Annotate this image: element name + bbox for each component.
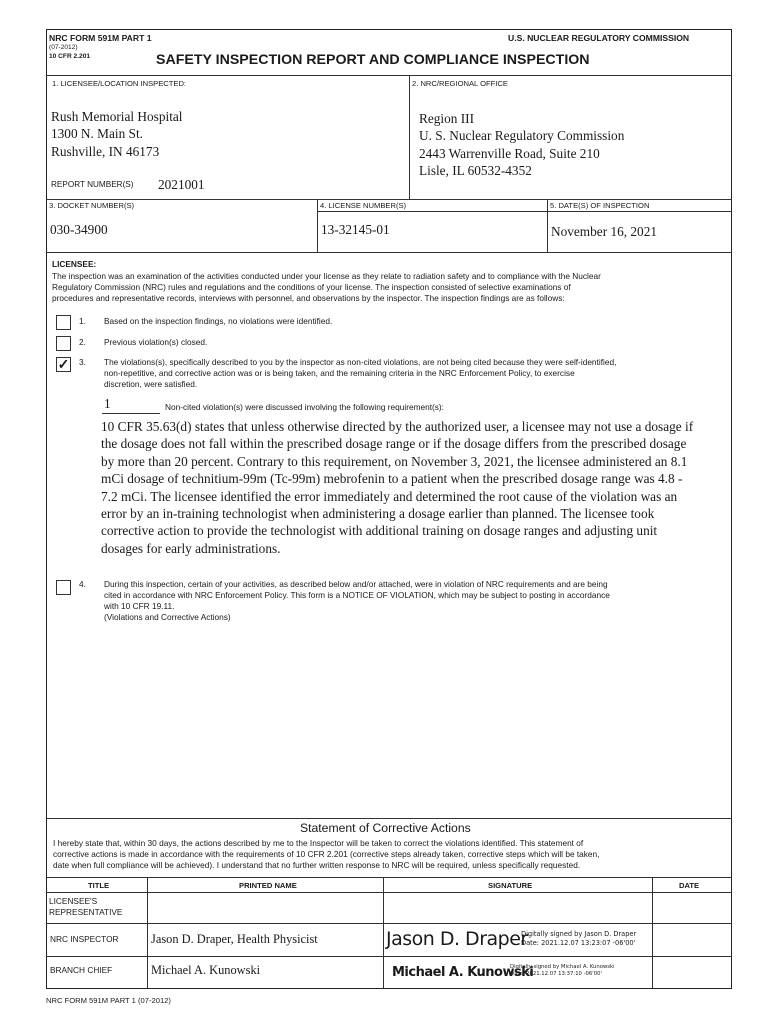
commission-name: U. S. Nuclear Regulatory Commission (419, 128, 625, 144)
license-number-value: 13-32145-01 (321, 222, 390, 237)
office-city: Lisle, IL 60532-4352 (419, 163, 532, 179)
agency-name: U.S. NUCLEAR REGULATORY COMMISSION (508, 33, 690, 43)
finding-1-text: Based on the inspection findings, no violations were identified. (104, 316, 333, 326)
office-street: 2443 Warrenville Road, Suite 210 (419, 145, 600, 161)
finding-1-number: 1. (79, 316, 86, 326)
region-name: Region III (419, 111, 475, 126)
finding-4-line: cited in accordance with NRC Enforcement Policy. This form is a NOTICE OF VIOLATION, which may be subject to posting in accordance (104, 590, 610, 600)
regional-office-address (419, 110, 624, 180)
inspection-date-label: 5. DATE(S) OF INSPECTION (550, 201, 650, 210)
licensee-name: Rush Memorial Hospital (51, 109, 183, 124)
corrective-line: corrective actions is made in accordance with the requirements of 10 CFR 2.201 (corrective steps already taken, corrective steps which will be taken, (53, 849, 600, 859)
finding-3-line: non-repetitive, and corrective action was or is being taken, and the remaining criteria in the NRC Enforcement Policy, to exercise (104, 368, 575, 378)
report-number-value: 2021001 (158, 177, 205, 192)
col-signature-header: SIGNATURE (488, 881, 533, 890)
finding-4-number: 4. (79, 579, 86, 589)
form-title: NRC FORM 591M PART 1 (49, 33, 152, 43)
row-licensee-title (49, 896, 122, 918)
intro-line: procedures and representative records, interviews with personnel, and observations by the inspector. The inspection findings are as follows: (52, 293, 565, 303)
licensee-street: 1300 N. Main St. (51, 126, 143, 142)
violation-line: by more than 20 percent. Contrary to this requirement, on November 3, 2021, the licensee administered an 8.1 (101, 453, 688, 469)
docket-label: 3. DOCKET NUMBER(S) (49, 201, 135, 210)
intro-line: Regulatory Commission (NRC) rules and regulations and the conditions of your license. The inspection consisted of selective examinations of (52, 282, 571, 292)
licensee-location-label: 1. LICENSEE/LOCATION INSPECTED: (52, 79, 187, 88)
violation-line: the dosage does not fall within the prescribed dosage range or if the dosage differs from the prescribed dosage (101, 436, 687, 452)
finding-3-number: 3. (79, 357, 86, 367)
corrective-statement (53, 838, 599, 871)
title-line: LICENSEE'S (49, 896, 98, 906)
form-date: (07-2012) (49, 44, 78, 51)
finding-4-checkbox[interactable] (56, 580, 71, 595)
title-line: REPRESENTATIVE (49, 907, 123, 917)
corrective-line: I hereby state that, within 30 days, the actions described by me to the Inspector will be taken to correct the violations identified. This statement of (53, 838, 584, 848)
form-footer: NRC FORM 591M PART 1 (07-2012) (46, 996, 171, 1005)
report-title: SAFETY INSPECTION REPORT AND COMPLIANCE INSPECTION (156, 52, 590, 68)
finding-4-line: with 10 CFR 19.11. (104, 601, 175, 611)
inspection-date-value: November 16, 2021 (551, 224, 657, 239)
inspector-signature: Jason D. Draper (386, 928, 528, 950)
chief-signature: Michael A. Kunowski (392, 965, 534, 980)
license-number-label: 4. LICENSE NUMBER(S) (320, 201, 407, 210)
signature-note-line: Digitally signed by Jason D. Draper (521, 930, 637, 938)
col-title-header: TITLE (88, 881, 110, 890)
finding-4-line: (Violations and Corrective Actions) (104, 612, 231, 622)
finding-4-text (104, 579, 610, 623)
finding-2-checkbox[interactable] (56, 336, 71, 351)
licensee-intro (52, 271, 601, 304)
violation-line: corrective action to provide the technologist with additional training on dosage ranges and adjusting unit (101, 523, 658, 539)
chief-signature-note (510, 964, 615, 978)
finding-3-checkbox[interactable]: ✓ (57, 356, 70, 372)
noncited-count: 1 (104, 396, 111, 411)
docket-value: 030-34900 (50, 222, 108, 237)
violation-line: 7.2 mCi. The licensee identified the error immediately and determined the root cause of the violation was an (101, 488, 678, 504)
finding-1-checkbox[interactable] (56, 315, 71, 330)
row-inspector-title: NRC INSPECTOR (50, 934, 119, 944)
violation-line: mCi dosage of technitium-99m (Tc-99m) mebrofenin to a patient when the prescribed dosage range was 4.8 - (101, 471, 683, 487)
corrective-title: Statement of Corrective Actions (300, 821, 471, 835)
noncited-label: Non-cited violation(s) were discussed involving the following requirement(s): (165, 402, 444, 412)
cfr-reference: 10 CFR 2.201 (49, 53, 91, 60)
corrective-line: date when full compliance will be achieved). I understand that no further written response to NRC will be required, unless specifically requested. (53, 860, 581, 870)
finding-3-line: discretion, were satisfied. (104, 379, 198, 389)
regional-office-label: 2. NRC/REGIONAL OFFICE (412, 79, 508, 88)
signature-note-line: Digitally signed by Michael A. Kunowski (510, 964, 615, 970)
licensee-city: Rushville, IN 46173 (51, 143, 160, 159)
row-chief-title: BRANCH CHIEF (50, 965, 113, 975)
row-chief-name: Michael A. Kunowski (151, 963, 261, 977)
inspector-signature-note (521, 930, 636, 948)
finding-2-number: 2. (79, 337, 86, 347)
licensee-address (51, 108, 182, 160)
violation-line: 10 CFR 35.63(d) states that unless otherwise directed by the authorized user, a licensee may not use a dosage if (101, 419, 694, 434)
finding-2-text: Previous violation(s) closed. (104, 337, 208, 347)
licensee-heading: LICENSEE: (52, 259, 97, 269)
report-number-label: REPORT NUMBER(S) (51, 180, 134, 189)
finding-3-line: The violations(s), specifically described to you by the inspector as non-cited violations, are not being cited because they were self-identified, (104, 357, 617, 367)
violation-line: dosages for early administrations. (101, 540, 281, 556)
row-inspector-name: Jason D. Draper, Health Physicist (151, 932, 318, 946)
col-name-header: PRINTED NAME (239, 881, 297, 890)
violation-line: error by an in-training technologist when administering a dosage earlier than planned. The licensee took (101, 506, 655, 522)
finding-3-text (104, 357, 616, 390)
finding-4-line: During this inspection, certain of your activities, as described below and/or attached, were in violation of NRC requirements and are being (104, 579, 608, 589)
signature-note-line: Date: 2021.12.07 13:23:07 -06'00' (521, 939, 636, 947)
violation-description (101, 418, 693, 557)
signature-note-line: Date: 2021.12.07 13:37:10 -06'00' (510, 971, 602, 977)
intro-line: The inspection was an examination of the activities conducted under your license as they relate to radiation safety and to compliance with the Nuclear (52, 271, 601, 281)
col-date-header: DATE (679, 881, 700, 890)
